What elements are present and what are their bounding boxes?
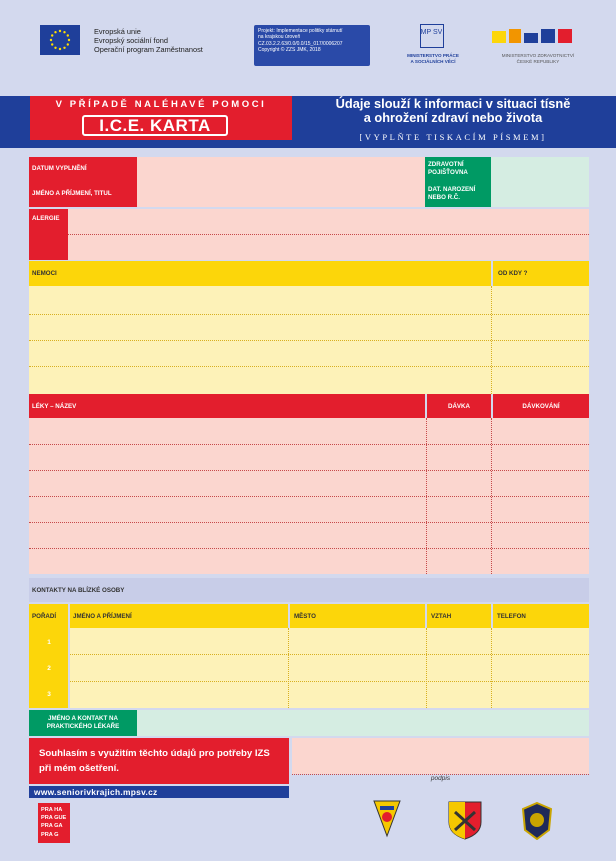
rescue-service-badge-icon (372, 798, 402, 843)
dosage-label: DÁVKOVÁNÍ (522, 403, 560, 410)
order-header (29, 604, 68, 628)
insurance-field[interactable] (491, 157, 589, 181)
eu-text: Evropská unie Evropský sociální fond Operační program Zaměstnanost (94, 27, 203, 55)
page-title: Údaje slouží k informaci v situaci tísně a ohrožení zdraví nebo života (335, 96, 571, 125)
contacts-field[interactable] (70, 628, 589, 708)
disease-label: NEMOCI (32, 270, 57, 277)
divider (29, 340, 589, 341)
doctor-label: JMÉNO A KONTAKT NA PRAKTICKÉHO LÉKAŘE (46, 715, 120, 730)
mpsv-logo-icon (420, 24, 444, 48)
contact-row-number: 2 (47, 665, 51, 672)
dose-header (427, 394, 491, 418)
doctor-field[interactable] (137, 710, 589, 736)
divider (29, 314, 589, 315)
ice-card-title: I.C.E. KARTA (82, 115, 228, 136)
contacts-header (29, 578, 589, 602)
divider (68, 234, 589, 235)
ice-form (29, 150, 589, 786)
consent-text: Souhlasím s využitím těchto údajů pro potřeby IZS při mém ošetření. (29, 738, 289, 784)
mz-logo-icon (492, 27, 584, 47)
contact-row-number: 1 (47, 639, 51, 646)
city-header (290, 604, 425, 628)
dosage-header (493, 394, 589, 418)
birth-field[interactable] (491, 181, 589, 207)
divider (288, 628, 289, 708)
since-label: OD KDY ? (498, 270, 528, 277)
birth-label: DAT. NAROZENÍ NEBO R.Č. (428, 186, 476, 201)
divider (29, 496, 589, 497)
signature-label: podpis (430, 775, 451, 782)
name-label-cell (29, 181, 137, 207)
phone-header (493, 604, 589, 628)
mpsv-logo-text-top: MP SV (421, 29, 442, 36)
website-link[interactable]: www.seniorivkrajich.mpsv.cz (29, 786, 289, 798)
order-label: POŘADÍ (32, 613, 57, 620)
name-label: JMÉNO A PŘÍJMENÍ, TITUL (32, 190, 112, 197)
since-header (493, 261, 589, 286)
doctor-label-cell (29, 710, 137, 736)
name-field[interactable] (137, 181, 425, 207)
date-field[interactable] (137, 157, 425, 181)
city-label: MĚSTO (294, 613, 316, 620)
divider (491, 628, 492, 708)
eu-flag-logo (40, 25, 80, 55)
divider (70, 654, 589, 655)
print-instruction: [VYPLŇTE TISKACÍM PÍSMEM] (359, 132, 547, 142)
divider (426, 628, 427, 708)
relation-header (427, 604, 491, 628)
divider (29, 522, 589, 523)
phone-label: TELEFON (497, 613, 526, 620)
allergy-label-cell (29, 209, 68, 260)
contacts-label: KONTAKTY NA BLÍZKÉ OSOBY (32, 587, 125, 594)
date-label: DATUM VYPLNĚNÍ (32, 165, 87, 172)
divider (70, 681, 589, 682)
contact-name-label: JMÉNO A PŘÍJMENÍ (73, 613, 132, 620)
signature-field[interactable] (292, 738, 589, 774)
contact-name-header (70, 604, 288, 628)
contact-row-number: 3 (47, 691, 51, 698)
insurance-label: ZDRAVOTNÍ POJIŠŤOVNA (428, 161, 468, 176)
emergency-heading: V PŘÍPADĚ NALÉHAVÉ POMOCI (55, 99, 267, 110)
divider (29, 366, 589, 367)
birth-label-cell (425, 181, 491, 207)
disease-header (29, 261, 491, 286)
divider (29, 470, 589, 471)
relation-label: VZTAH (431, 613, 452, 620)
mz-text: MINISTERSTVO ZDRAVOTNICTVÍ ČESKÉ REPUBLIKY (501, 53, 575, 64)
fire-rescue-shield-icon (447, 800, 483, 845)
dose-label: DÁVKA (447, 403, 470, 410)
project-info-box: Projekt: Implementace politiky stárnutí na krajskou úroveň CZ.03.2.2.63/0.0/0.0/15_017/0006207 Copyright © ZZS JMK, 2018 (254, 25, 370, 66)
meds-label: LÉKY – NÁZEV (32, 403, 77, 410)
divider (29, 444, 589, 445)
mpsv-text: MINISTERSTVO PRÁCE A SOCIÁLNÍCH VĚCÍ (407, 53, 459, 64)
date-label-cell (29, 157, 137, 181)
insurance-label-cell (425, 157, 491, 181)
police-badge-icon (522, 802, 552, 845)
praha-logo: PRA HA PRA GUE PRA GA PRA G (38, 803, 70, 843)
meds-header (29, 394, 425, 418)
divider (29, 548, 589, 549)
allergy-label: ALERGIE (32, 215, 60, 222)
